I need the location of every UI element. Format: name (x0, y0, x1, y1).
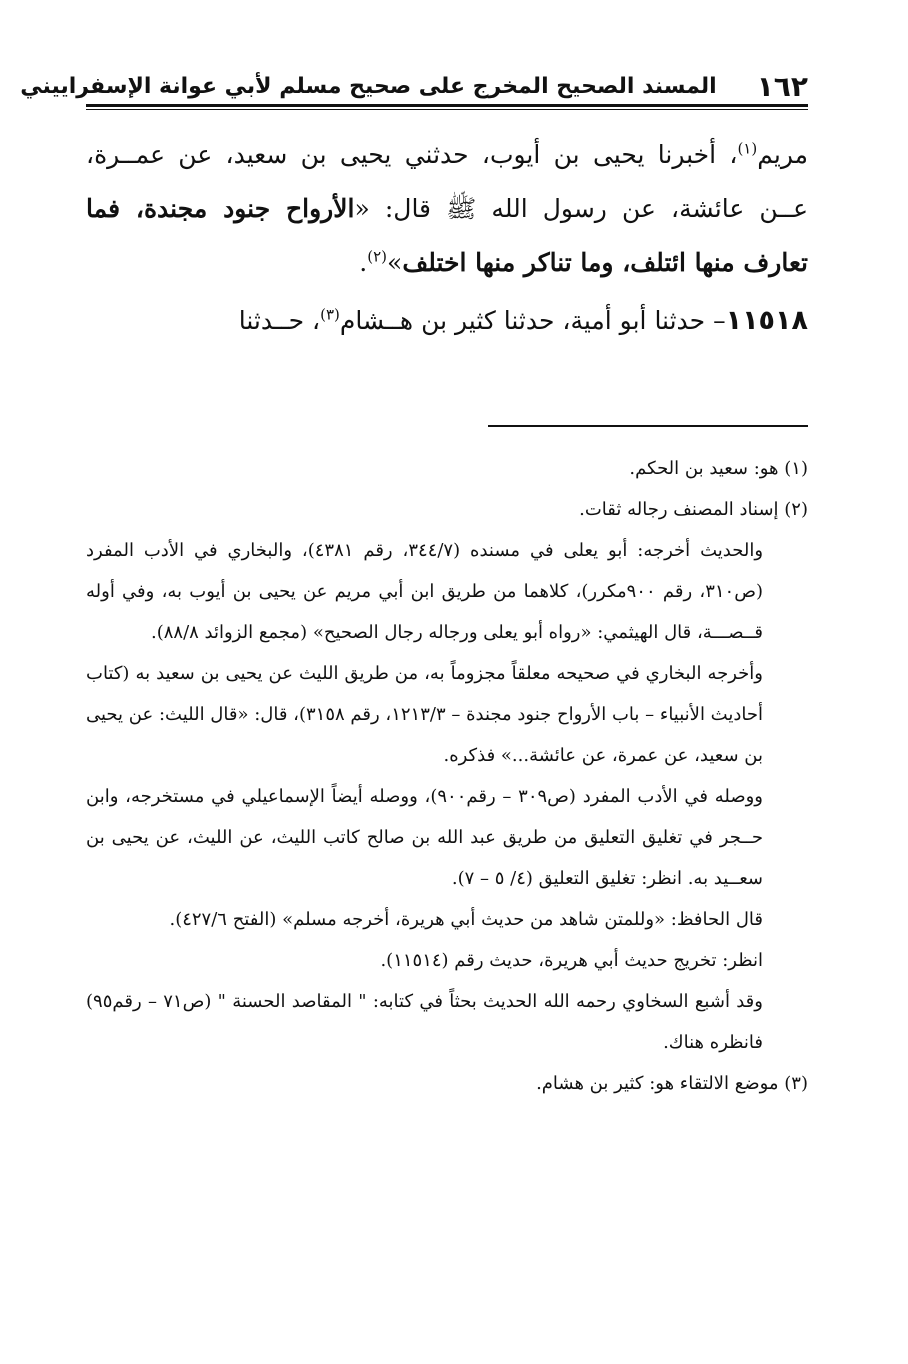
header-rule (86, 104, 808, 107)
footnote-ref-1[interactable]: (١) (737, 139, 758, 158)
paragraph-hadith-text (86, 128, 808, 290)
text-run: مريم (757, 140, 808, 169)
footnote-2-paragraph: وقد أشبع السخاوي رحمه الله الحديث بحثاً في كتابه: " المقاصد الحسنة " (ص٧١ – رقم٩٥) فانظره هناك. (86, 991, 763, 1053)
footnote-2-paragraph: وأخرجه البخاري في صحيحه معلقاً مجزوماً به، من طريق الليث عن يحيى بن سعيد به (كتاب أحاديث الأنبياء – باب الأرواح جنود مجندة – ١٢١٣/٣، رقم ٣١٥٨)، قال: «قال الليث: عن يحيى بن سعيد، عن عمرة، عن عائشة...» فذكره. (86, 663, 763, 766)
main-text (86, 128, 808, 348)
footnote-3: (٣) موضع الالتقاء هو: كثير بن هشام. (536, 1073, 808, 1094)
footnote-separator (488, 425, 808, 427)
footnote-2-paragraph: انظر: تخريج حديث أبي هريرة، حديث رقم (١١٥١٤). (380, 950, 763, 971)
footnote-ref-3[interactable]: (٣) (320, 305, 340, 324)
hadith-matn: الأرواح جنود مجندة، فما تعارف منها ائتلف، وما تناكر منها اختلف (86, 194, 808, 277)
page-number: ١٦٢ (756, 69, 808, 103)
footnote-ref-2[interactable]: (٢) (367, 247, 388, 266)
footnotes (86, 448, 808, 1104)
footnote-2-paragraph: ووصله في الأدب المفرد (ص٣٠٩ – رقم٩٠٠)، ووصله أيضاً الإسماعيلي في مستخرجه، وابن حــجر في تغليق التعليق من طريق عبد الله بن صالح كاتب الليث، عن الليث، عن يحيى بن سعــيد به. انظر: تغليق التعليق (٤/ ٥ – ٧). (86, 786, 763, 889)
running-title: المسند الصحيح المخرج على صحيح مسلم لأبي عوانة الإسفراييني (20, 73, 717, 99)
text-run: – حدثنا أبو أمية، حدثنا كثير بن هــشام (339, 306, 726, 335)
footnote-2-paragraph: قال الحافظ: «وللمتن شاهد من حديث أبي هريرة، أخرجه مسلم» (الفتح ٤٢٧/٦). (169, 909, 763, 930)
text-run: ، أخبرنا يحيى بن أيوب، حدثني يحيى بن سعيد، عن عمــرة، عــن عائشة، عن رسول الله ﷺ قال: « (86, 140, 808, 223)
page-header (20, 66, 808, 106)
footnote-2-paragraph: والحديث أخرجه: أبو يعلى في مسنده (٣٤٤/٧، رقم ٤٣٨١)، والبخاري في الأدب المفرد (ص٣١٠، رقم ٩٠٠مكرر)، كلاهما من طريق ابن أبي مريم عن يحيى بن أيوب به، وفي أوله قــصـــة، قال الهيثمي: «رواه أبو يعلى ورجاله رجال الصحيح» (مجمع الزوائد ٨٨/٨). (86, 540, 764, 643)
footnote-1: (١) هو: سعيد بن الحكم. (629, 458, 808, 479)
text-run: . (359, 248, 368, 277)
header-rule-thin (86, 109, 808, 110)
text-run: ، حــدثنا (238, 306, 321, 335)
hadith-number: ١١٥١٨ (725, 305, 808, 336)
text-run: » (387, 248, 403, 277)
footnote-2: (٢) إسناد المصنف رجاله ثقات. (579, 499, 808, 520)
paragraph-new-hadith (86, 294, 808, 348)
